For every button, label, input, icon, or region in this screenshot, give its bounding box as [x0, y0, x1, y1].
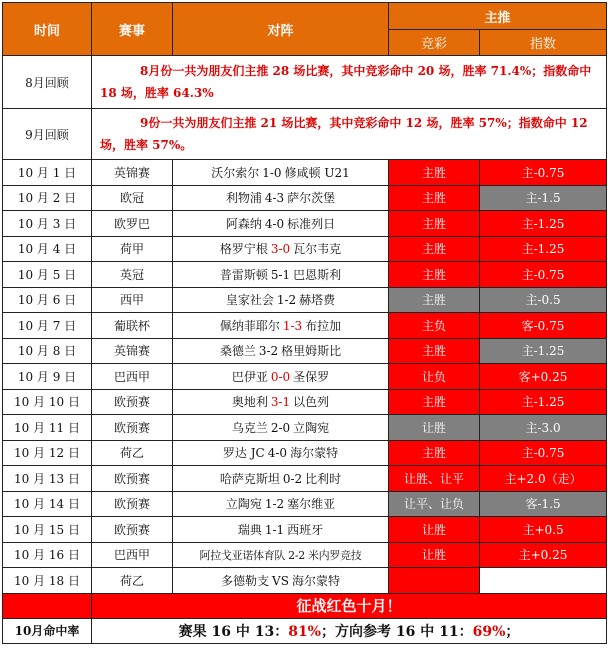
match-date: 10 月 18 日	[3, 568, 92, 594]
match-date: 10 月 1 日	[3, 160, 92, 186]
index-pick: 主-0.5	[480, 287, 607, 313]
index-pick: 主+0.5	[480, 517, 607, 543]
picks-table	[2, 2, 607, 644]
match-teams	[173, 160, 389, 186]
home-team: 奥地利	[231, 395, 268, 410]
match-league: 欧预赛	[92, 517, 173, 543]
match-score: 4-3	[264, 191, 285, 206]
match-teams	[173, 262, 389, 288]
index-pick: 主+0.25	[480, 542, 607, 568]
home-team: 多德勒支	[221, 573, 270, 588]
index-pick: 客+0.25	[480, 364, 607, 390]
match-teams	[173, 313, 389, 339]
match-teams	[173, 364, 389, 390]
home-team: 普雷斯顿	[219, 267, 268, 282]
away-team: 塞尔维亚	[287, 497, 336, 512]
jingcai-pick: 让胜	[389, 542, 480, 568]
match-date: 10 月 12 日	[3, 440, 92, 466]
recap-row	[3, 56, 607, 109]
jingcai-pick: 主胜	[389, 211, 480, 237]
match-row	[3, 517, 607, 543]
home-team: 沃尔索尔	[211, 165, 260, 180]
match-teams	[173, 517, 389, 543]
match-teams	[173, 287, 389, 313]
jingcai-pick: 让胜、让平	[389, 466, 480, 492]
header-jingcai: 竞彩	[389, 30, 480, 56]
index-pick	[480, 568, 607, 594]
match-date: 10 月 14 日	[3, 491, 92, 517]
match-row	[3, 236, 607, 262]
banner-text: 征战红色十月！	[92, 593, 607, 618]
away-team: 修咸顿 U21	[284, 165, 350, 180]
match-row	[3, 313, 607, 339]
match-score: 1-2	[264, 497, 285, 512]
away-team: 标准列日	[287, 216, 336, 231]
match-score: 2-0	[270, 420, 291, 435]
jingcai-pick: 主胜	[389, 338, 480, 364]
match-league: 英锦赛	[92, 338, 173, 364]
away-team: 赫塔费	[299, 293, 336, 308]
index-pick: 主-0.75	[480, 440, 607, 466]
header-main-pick: 主推	[389, 3, 607, 30]
recap-row	[3, 109, 607, 160]
home-team: 哈萨克斯坦	[219, 471, 280, 486]
match-league: 欧预赛	[92, 389, 173, 415]
match-score: 4-0	[264, 216, 285, 231]
index-pick: 主-3.0	[480, 415, 607, 441]
match-teams	[173, 236, 389, 262]
away-team: 以色列	[293, 395, 330, 410]
banner-row	[3, 593, 607, 618]
match-league: 荷乙	[92, 440, 173, 466]
header-event: 赛事	[92, 3, 173, 56]
home-team: 利物浦	[225, 191, 262, 206]
jingcai-pick	[389, 568, 480, 594]
summary-part1: 赛果 16 中 13：	[178, 623, 289, 640]
index-pick: 客-0.75	[480, 313, 607, 339]
summary-label: 10月命中率	[3, 618, 92, 643]
match-row	[3, 364, 607, 390]
home-team: 佩纳菲耶尔	[219, 318, 280, 333]
away-team: 萨尔茨堡	[287, 191, 336, 206]
match-score: 1-3	[282, 318, 303, 333]
jingcai-pick: 让胜	[389, 415, 480, 441]
match-league: 荷甲	[92, 236, 173, 262]
match-league: 英锦赛	[92, 160, 173, 186]
match-row	[3, 262, 607, 288]
match-date: 10 月 6 日	[3, 287, 92, 313]
away-team: 立陶宛	[293, 420, 330, 435]
away-team: 米内罗竞技	[307, 548, 362, 562]
index-pick: 客-1.5	[480, 491, 607, 517]
match-score: 1-0	[262, 165, 282, 180]
recap-text: 8月份一共为朋友们主推 28 场比赛，其中竞彩命中 20 场，胜率 71.4%；指数命中 18 场，胜率 64.3%	[92, 56, 607, 109]
home-team: 阿拉戈亚诺体育队	[199, 548, 286, 562]
match-league: 欧预赛	[92, 415, 173, 441]
match-date: 10 月 11 日	[3, 415, 92, 441]
match-league: 巴西甲	[92, 542, 173, 568]
jingcai-pick: 主胜	[389, 185, 480, 211]
match-row	[3, 440, 607, 466]
summary-row	[3, 618, 607, 643]
index-pick: 主+2.0（走）	[480, 466, 607, 492]
match-row	[3, 211, 607, 237]
home-team: 阿森纳	[225, 216, 262, 231]
home-team: 立陶宛	[225, 497, 262, 512]
match-date: 10 月 13 日	[3, 466, 92, 492]
jingcai-pick: 主胜	[389, 262, 480, 288]
index-pick: 主-0.75	[480, 160, 607, 186]
match-date: 10 月 9 日	[3, 364, 92, 390]
match-date: 10 月 3 日	[3, 211, 92, 237]
away-team: 西班牙	[287, 522, 324, 537]
match-score: 2-2	[288, 548, 305, 562]
match-teams	[173, 338, 389, 364]
home-team: 罗达 JC	[222, 446, 265, 461]
summary-text	[92, 618, 607, 643]
match-teams	[173, 415, 389, 441]
recap-label: 8月回顾	[3, 56, 92, 109]
match-score: 3-1	[270, 395, 291, 410]
summary-part2: ；方向参考 16 中 11：	[321, 623, 473, 640]
jingcai-pick: 主胜	[389, 440, 480, 466]
match-score: 3-2	[258, 344, 279, 359]
index-pick: 主-1.25	[480, 338, 607, 364]
home-team: 巴伊亚	[231, 369, 268, 384]
jingcai-pick: 主胜	[389, 236, 480, 262]
match-row	[3, 160, 607, 186]
index-pick: 主-1.5	[480, 185, 607, 211]
index-pick: 主-0.75	[480, 262, 607, 288]
match-row	[3, 568, 607, 594]
match-date: 10 月 16 日	[3, 542, 92, 568]
jingcai-pick: 让平、让负	[389, 491, 480, 517]
away-team: 圣保罗	[293, 369, 330, 384]
match-league: 欧预赛	[92, 466, 173, 492]
recap-text: 9份一共为朋友们主推 21 场比赛，其中竞彩命中 12 场，胜率 57%；指数命中 12 场，胜率 57%。	[92, 109, 607, 160]
match-date: 10 月 10 日	[3, 389, 92, 415]
header-match: 对阵	[173, 3, 389, 56]
match-score: 0-0	[270, 369, 291, 384]
summary-pct2: 69%	[472, 623, 506, 640]
away-team: 巴恩斯利	[293, 267, 342, 282]
match-row	[3, 466, 607, 492]
match-score: 5-1	[270, 267, 291, 282]
match-score: 3-0	[270, 242, 291, 257]
match-teams	[173, 185, 389, 211]
match-row	[3, 542, 607, 568]
match-date: 10 月 4 日	[3, 236, 92, 262]
match-league: 葡联杯	[92, 313, 173, 339]
match-date: 10 月 15 日	[3, 517, 92, 543]
away-team: 瓦尔韦克	[293, 242, 342, 257]
match-score: 1-1	[264, 522, 285, 537]
header-index: 指数	[480, 30, 607, 56]
recap-label: 9月回顾	[3, 109, 92, 160]
match-league: 西甲	[92, 287, 173, 313]
home-team: 桑德兰	[219, 344, 256, 359]
home-team: 皇家社会	[225, 293, 274, 308]
away-team: 海尔蒙特	[290, 446, 339, 461]
match-date: 10 月 8 日	[3, 338, 92, 364]
summary-end: ；	[505, 623, 520, 640]
match-teams	[173, 211, 389, 237]
summary-pct1: 81%	[288, 623, 321, 640]
match-score: 4-0	[267, 446, 288, 461]
away-team: 比利时	[305, 471, 342, 486]
match-score: 0-2	[282, 471, 303, 486]
match-row	[3, 287, 607, 313]
jingcai-pick: 主胜	[389, 389, 480, 415]
match-league: 欧罗巴	[92, 211, 173, 237]
match-league: 欧冠	[92, 185, 173, 211]
match-teams	[173, 440, 389, 466]
match-row	[3, 389, 607, 415]
match-teams	[173, 568, 389, 594]
jingcai-pick: 让胜	[389, 517, 480, 543]
match-date: 10 月 5 日	[3, 262, 92, 288]
match-teams	[173, 389, 389, 415]
index-pick: 主-1.25	[480, 211, 607, 237]
jingcai-pick: 让负	[389, 364, 480, 390]
index-pick: 主-1.25	[480, 236, 607, 262]
match-date: 10 月 2 日	[3, 185, 92, 211]
match-score: 1-2	[276, 293, 297, 308]
home-team: 瑞典	[237, 522, 262, 537]
match-teams	[173, 542, 389, 568]
away-team: 布拉加	[305, 318, 342, 333]
match-league: 英冠	[92, 262, 173, 288]
match-league: 欧预赛	[92, 491, 173, 517]
match-league: 巴西甲	[92, 364, 173, 390]
header-row	[3, 3, 607, 30]
match-row	[3, 185, 607, 211]
jingcai-pick: 主胜	[389, 160, 480, 186]
match-score: VS	[272, 573, 289, 588]
match-league: 荷乙	[92, 568, 173, 594]
match-row	[3, 491, 607, 517]
match-row	[3, 415, 607, 441]
home-team: 乌克兰	[231, 420, 268, 435]
index-pick: 主-1.25	[480, 389, 607, 415]
jingcai-pick: 主胜	[389, 287, 480, 313]
away-team: 格里姆斯比	[281, 344, 342, 359]
home-team: 格罗宁根	[219, 242, 268, 257]
away-team: 海尔蒙特	[291, 573, 340, 588]
match-row	[3, 338, 607, 364]
header-time: 时间	[3, 3, 92, 56]
match-teams	[173, 491, 389, 517]
match-date: 10 月 7 日	[3, 313, 92, 339]
banner-spacer	[3, 593, 92, 618]
match-teams	[173, 466, 389, 492]
jingcai-pick: 主负	[389, 313, 480, 339]
